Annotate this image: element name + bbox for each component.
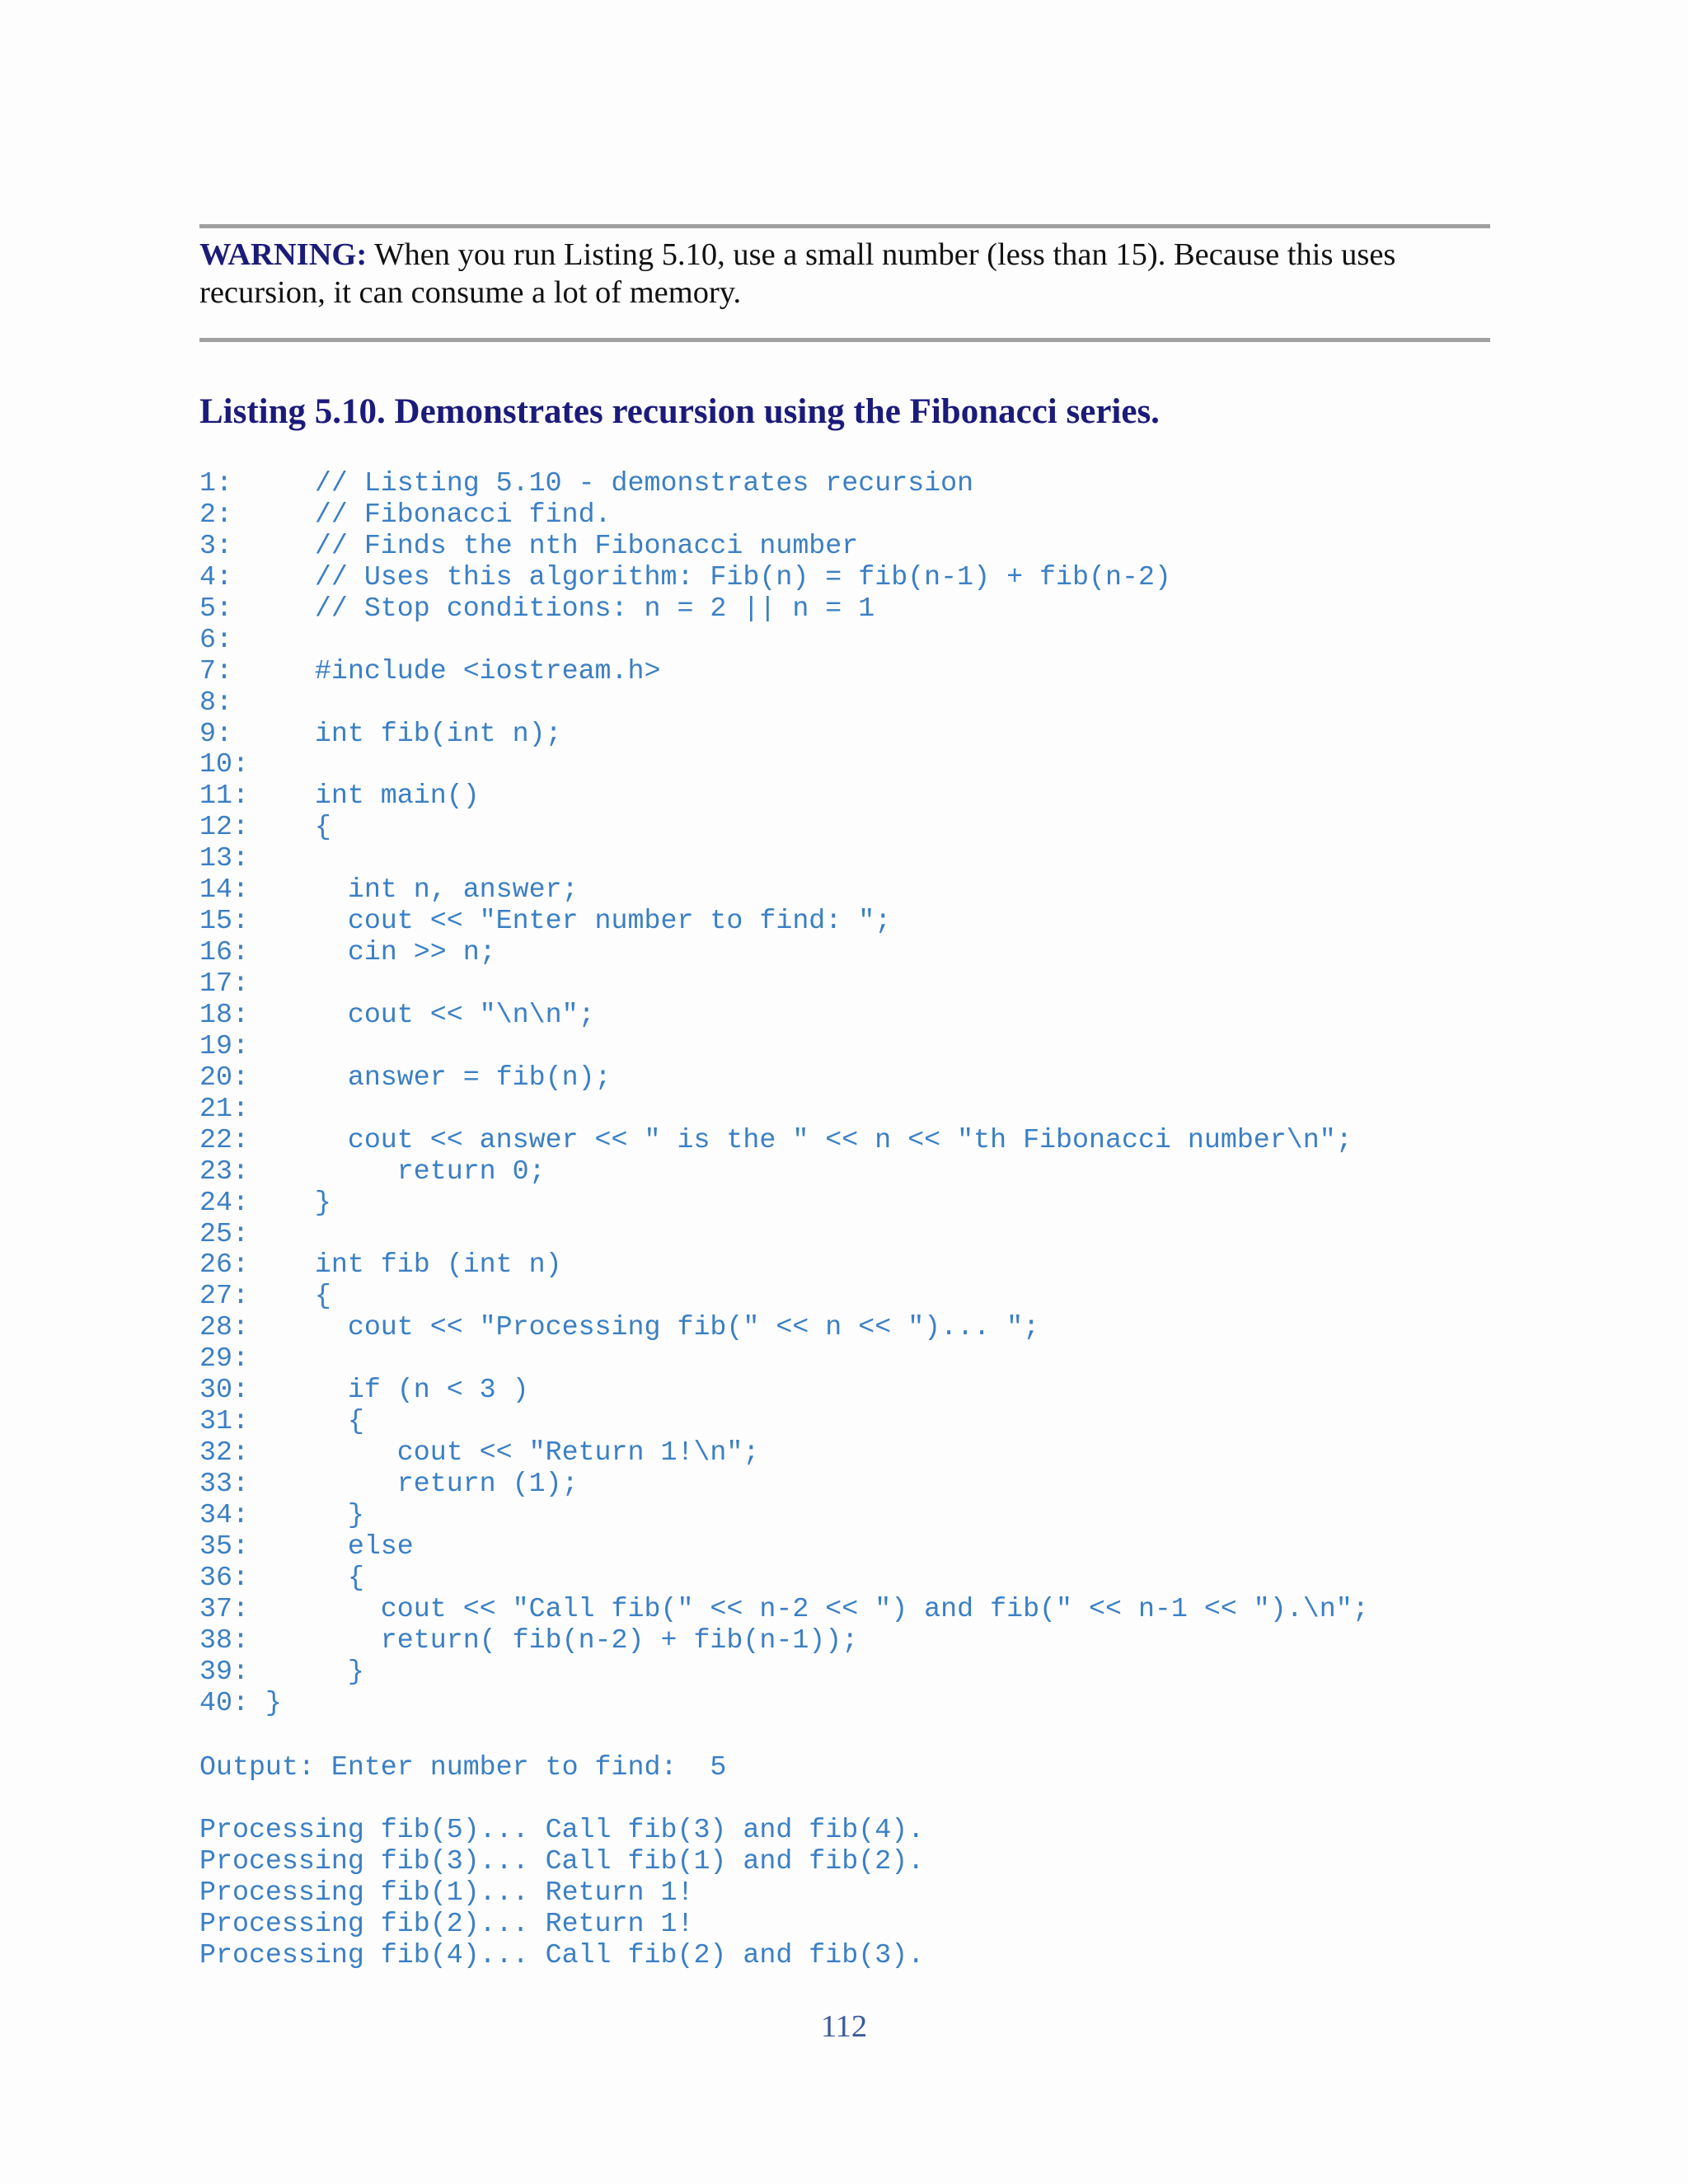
code-line: 20: answer = fib(n);: [199, 1061, 612, 1093]
code-line: 36: {: [199, 1561, 364, 1593]
code-line: 29:: [199, 1343, 249, 1375]
warning-note: [199, 236, 1490, 312]
listing-title: Listing 5.10. Demonstrates recursion using the Fibonacci series.: [199, 392, 1160, 431]
code-line: 1: // Listing 5.10 - demonstrates recursion: [199, 467, 974, 499]
warning-text: When you run Listing 5.10, use a small number (less than 15). Because this uses recursion, it can consume a lot of memory.: [199, 237, 1396, 310]
code-line: 28: cout << "Processing fib(" << n << ")... ";: [199, 1311, 1040, 1343]
code-line: 39: }: [199, 1655, 364, 1687]
code-line: 24: }: [199, 1186, 331, 1218]
code-line: 25:: [199, 1217, 249, 1249]
code-line: 9: int fib(int n);: [199, 717, 562, 749]
code-line: 19:: [199, 1029, 249, 1062]
code-line: 34: }: [199, 1498, 364, 1530]
code-line: 2: // Fibonacci find.: [199, 498, 612, 530]
code-line: 21:: [199, 1092, 249, 1124]
code-line: 37: cout << "Call fib(" << n-2 << ") and fib(" << n-1 << ").\n";: [199, 1592, 1369, 1624]
code-line: 31: {: [199, 1405, 364, 1437]
code-line: 17:: [199, 968, 249, 999]
code-line: 7: #include <iostream.h>: [199, 654, 661, 687]
output-line: Processing fib(3)... Call fib(1) and fib(2).: [199, 1844, 925, 1877]
output-prompt: Output: Enter number to find: 5: [199, 1751, 727, 1783]
output-line: Processing fib(5)... Call fib(3) and fib(4).: [199, 1813, 925, 1845]
code-line: 10:: [199, 748, 249, 780]
warning-top-rule: [199, 224, 1490, 228]
code-line: 4: // Uses this algorithm: Fib(n) = fib(n-1) + fib(n-2): [199, 560, 1171, 593]
code-line: 38: return( fib(n-2) + fib(n-1));: [199, 1624, 859, 1656]
page-number: 112: [820, 2009, 868, 2044]
code-line: 23: return 0;: [199, 1155, 546, 1187]
code-listing: [199, 468, 1369, 1719]
output-line: Processing fib(2)... Return 1!: [199, 1907, 694, 1939]
code-line: 35: else: [199, 1530, 414, 1562]
output-line: Processing fib(1)... Return 1!: [199, 1876, 694, 1908]
code-line: 26: int fib (int n): [199, 1249, 562, 1281]
code-line: 22: cout << answer << " is the " << n << "th Fibonacci number\n";: [199, 1123, 1353, 1155]
program-output: [199, 1752, 924, 1971]
warning-bottom-rule: [199, 338, 1490, 342]
output-line: Processing fib(4)... Call fib(2) and fib(3).: [199, 1938, 925, 1971]
code-line: 32: cout << "Return 1!\n";: [199, 1436, 760, 1469]
code-line: 8:: [199, 686, 232, 718]
code-line: 30: if (n < 3 ): [199, 1374, 529, 1406]
code-line: 5: // Stop conditions: n = 2 || n = 1: [199, 592, 875, 624]
code-line: 40: }: [199, 1686, 282, 1718]
code-line: 6:: [199, 623, 232, 655]
code-line: 18: cout << "\n\n";: [199, 998, 595, 1030]
code-line: 16: cin >> n;: [199, 936, 496, 968]
code-line: 27: {: [199, 1280, 331, 1312]
code-line: 14: int n, answer;: [199, 874, 579, 906]
code-line: 13:: [199, 842, 249, 874]
code-line: 33: return (1);: [199, 1468, 579, 1499]
code-line: 11: int main(): [199, 780, 480, 812]
warning-label: WARNING:: [199, 237, 368, 272]
code-line: 3: // Finds the nth Fibonacci number: [199, 529, 859, 561]
code-line: 12: {: [199, 811, 331, 843]
code-line: 15: cout << "Enter number to find: ";: [199, 905, 892, 937]
